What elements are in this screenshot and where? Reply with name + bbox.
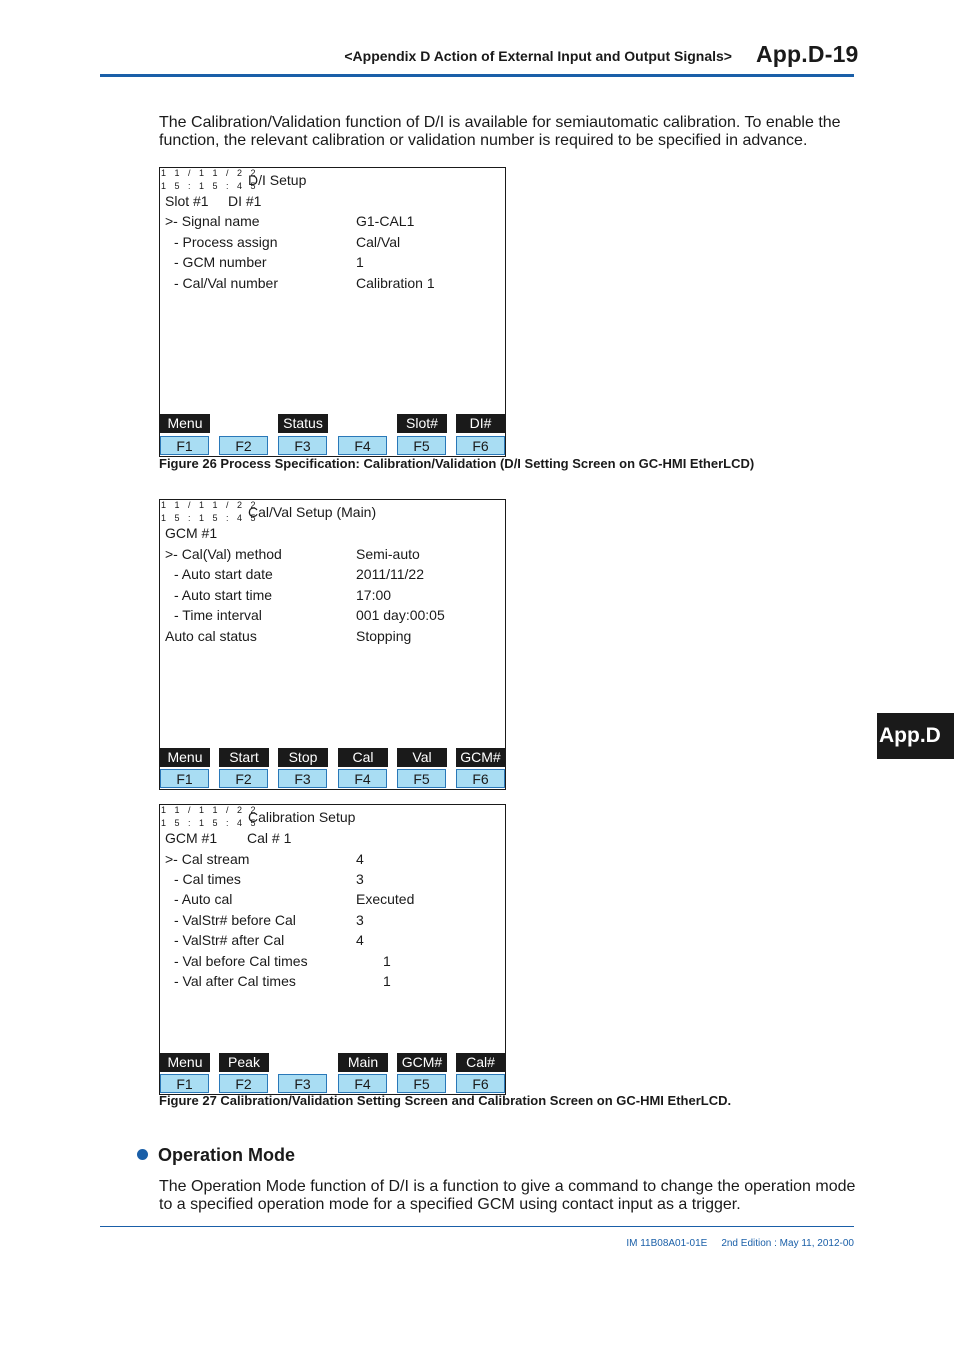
header-rule xyxy=(100,74,854,77)
row-gcm-number-value[interactable]: 1 xyxy=(356,254,364,270)
cal-number-label: Cal # 1 xyxy=(247,830,292,846)
figure-26-caption: Figure 26 Process Specification: Calibration/Validation (D/I Setting Screen on GC-HMI EtherLCD) xyxy=(159,456,755,471)
fkey-f4[interactable]: F4 xyxy=(338,769,387,788)
row-calval-number-label: - Cal/Val number xyxy=(174,275,279,291)
softkey-status[interactable]: Status xyxy=(278,414,328,433)
row-time-interval-label: - Time interval xyxy=(174,607,262,623)
row-cal-stream-value[interactable]: 4 xyxy=(356,851,364,867)
fkey-f2[interactable]: F2 xyxy=(219,769,268,788)
row-gcm-number-label: - GCM number xyxy=(174,254,267,270)
row-valstr-after-cal-value[interactable]: 4 xyxy=(356,932,364,948)
page-number: App.D-19 xyxy=(756,41,859,67)
row-signal-name-value[interactable]: G1-CAL1 xyxy=(356,213,415,229)
fkey-f1[interactable]: F1 xyxy=(160,436,209,455)
fkey-f2[interactable]: F2 xyxy=(219,436,268,455)
row-auto-start-time-value[interactable]: 17:00 xyxy=(356,587,392,603)
figure-27-caption: Figure 27 Calibration/Validation Setting Screen and Calibration Screen on GC-HMI EtherLCD. xyxy=(159,1093,732,1108)
doc-id: IM 11B08A01-01E xyxy=(626,1238,708,1249)
bullet-icon xyxy=(137,1149,148,1160)
row-calval-method-value[interactable]: Semi-auto xyxy=(356,546,420,562)
fkey-f6[interactable]: F6 xyxy=(456,436,505,455)
row-valstr-before-cal-value[interactable]: 3 xyxy=(356,912,364,928)
fkey-f1[interactable]: F1 xyxy=(160,769,209,788)
fkey-f3[interactable]: F3 xyxy=(278,1074,327,1093)
fkey-f5[interactable]: F5 xyxy=(397,769,446,788)
fkey-f6[interactable]: F6 xyxy=(456,1074,505,1093)
section-heading-text: Operation Mode xyxy=(158,1145,296,1165)
softkey-cal[interactable]: Cal# xyxy=(456,1053,505,1072)
di-setup-screen xyxy=(159,167,506,457)
fkey-f1[interactable]: F1 xyxy=(160,1074,209,1093)
fkey-f3[interactable]: F3 xyxy=(278,436,327,455)
softkey-peak[interactable]: Peak xyxy=(219,1053,269,1072)
row-val-after-cal-times-label: - Val after Cal times xyxy=(174,973,296,989)
fkey-f2[interactable]: F2 xyxy=(219,1074,268,1093)
row-auto-start-time-label: - Auto start time xyxy=(174,587,273,603)
row-cal-stream-label: >- Cal stream xyxy=(165,851,250,867)
footer xyxy=(100,1238,854,1249)
row-calval-method-label: >- Cal(Val) method xyxy=(165,546,282,562)
fkey-f4[interactable]: F4 xyxy=(338,436,387,455)
row-cal-times-label: - Cal times xyxy=(174,871,241,887)
screen-date: 1 1 / 1 1 / 2 2 xyxy=(161,805,259,815)
fkey-f3[interactable]: F3 xyxy=(278,769,327,788)
row-signal-name-label: >- Signal name xyxy=(165,213,260,229)
row-time-interval-value[interactable]: 001 day:00:05 xyxy=(356,607,445,623)
softkey-menu[interactable]: Menu xyxy=(160,1053,210,1072)
di-label: DI #1 xyxy=(228,193,262,209)
row-valstr-before-cal-label: - ValStr# before Cal xyxy=(174,912,296,928)
screen-title: Cal/Val Setup (Main) xyxy=(248,504,377,520)
intro-paragraph: The Calibration/Validation function of D/I is available for semiautomatic calibration. To enable the function, the relevant calibration or validation number is required to be specified in advance. xyxy=(159,114,841,149)
fkey-f5[interactable]: F5 xyxy=(397,436,446,455)
section-heading xyxy=(137,1145,295,1166)
gcm-label: GCM #1 xyxy=(165,830,218,846)
row-auto-cal-value[interactable]: Executed xyxy=(356,891,415,907)
row-auto-start-date-value[interactable]: 2011/11/22 xyxy=(356,566,424,582)
row-val-after-cal-times-value[interactable]: 1 xyxy=(383,973,391,989)
screen-time: 1 5 : 1 5 : 4 5 xyxy=(161,513,259,523)
section-body: The Operation Mode function of D/I is a function to give a command to change the operation mode to a specified operation mode for a specified GCM using contact input as a trigger. xyxy=(159,1178,856,1213)
screen-date: 1 1 / 1 1 / 2 2 xyxy=(161,500,259,510)
softkey-val[interactable]: Val xyxy=(397,748,447,767)
softkey-main[interactable]: Main xyxy=(338,1053,388,1072)
screen-time: 1 5 : 1 5 : 4 5 xyxy=(161,818,259,828)
row-auto-cal-status-value: Stopping xyxy=(356,628,412,644)
row-valstr-after-cal-label: - ValStr# after Cal xyxy=(174,932,285,948)
softkey-slot[interactable]: Slot# xyxy=(397,414,447,433)
row-process-assign-label: - Process assign xyxy=(174,234,278,250)
softkey-start[interactable]: Start xyxy=(219,748,269,767)
softkey-di[interactable]: DI# xyxy=(456,414,505,433)
softkey-gcm[interactable]: GCM# xyxy=(397,1053,447,1072)
softkey-gcm[interactable]: GCM# xyxy=(456,748,505,767)
fkey-f5[interactable]: F5 xyxy=(397,1074,446,1093)
softkey-menu[interactable]: Menu xyxy=(160,414,210,433)
screen-title: Calibration Setup xyxy=(248,809,356,825)
edition: 2nd Edition : May 11, 2012-00 xyxy=(721,1238,854,1249)
running-header: <Appendix D Action of External Input and Output Signals> xyxy=(344,48,732,64)
row-val-before-cal-times-value[interactable]: 1 xyxy=(383,953,391,969)
row-auto-cal-label: - Auto cal xyxy=(174,891,233,907)
screen-date: 1 1 / 1 1 / 2 2 xyxy=(161,168,259,178)
softkey-stop[interactable]: Stop xyxy=(278,748,328,767)
row-val-before-cal-times-label: - Val before Cal times xyxy=(174,953,308,969)
calval-setup-main-screen xyxy=(159,499,506,790)
footer-rule xyxy=(100,1226,854,1227)
row-auto-start-date-label: - Auto start date xyxy=(174,566,273,582)
row-calval-number-value[interactable]: Calibration 1 xyxy=(356,275,435,291)
row-auto-cal-status-label: Auto cal status xyxy=(165,628,257,644)
screen-title: D/I Setup xyxy=(248,172,307,188)
softkey-cal[interactable]: Cal xyxy=(338,748,388,767)
row-cal-times-value[interactable]: 3 xyxy=(356,871,364,887)
screen-time: 1 5 : 1 5 : 4 5 xyxy=(161,181,259,191)
fkey-f6[interactable]: F6 xyxy=(456,769,505,788)
softkey-menu[interactable]: Menu xyxy=(160,748,210,767)
fkey-f4[interactable]: F4 xyxy=(338,1074,387,1093)
slot-label: Slot #1 xyxy=(165,193,209,209)
calibration-setup-screen xyxy=(159,804,506,1095)
appendix-tab: App.D xyxy=(877,713,954,759)
gcm-label: GCM #1 xyxy=(165,525,218,541)
row-process-assign-value[interactable]: Cal/Val xyxy=(356,234,401,250)
